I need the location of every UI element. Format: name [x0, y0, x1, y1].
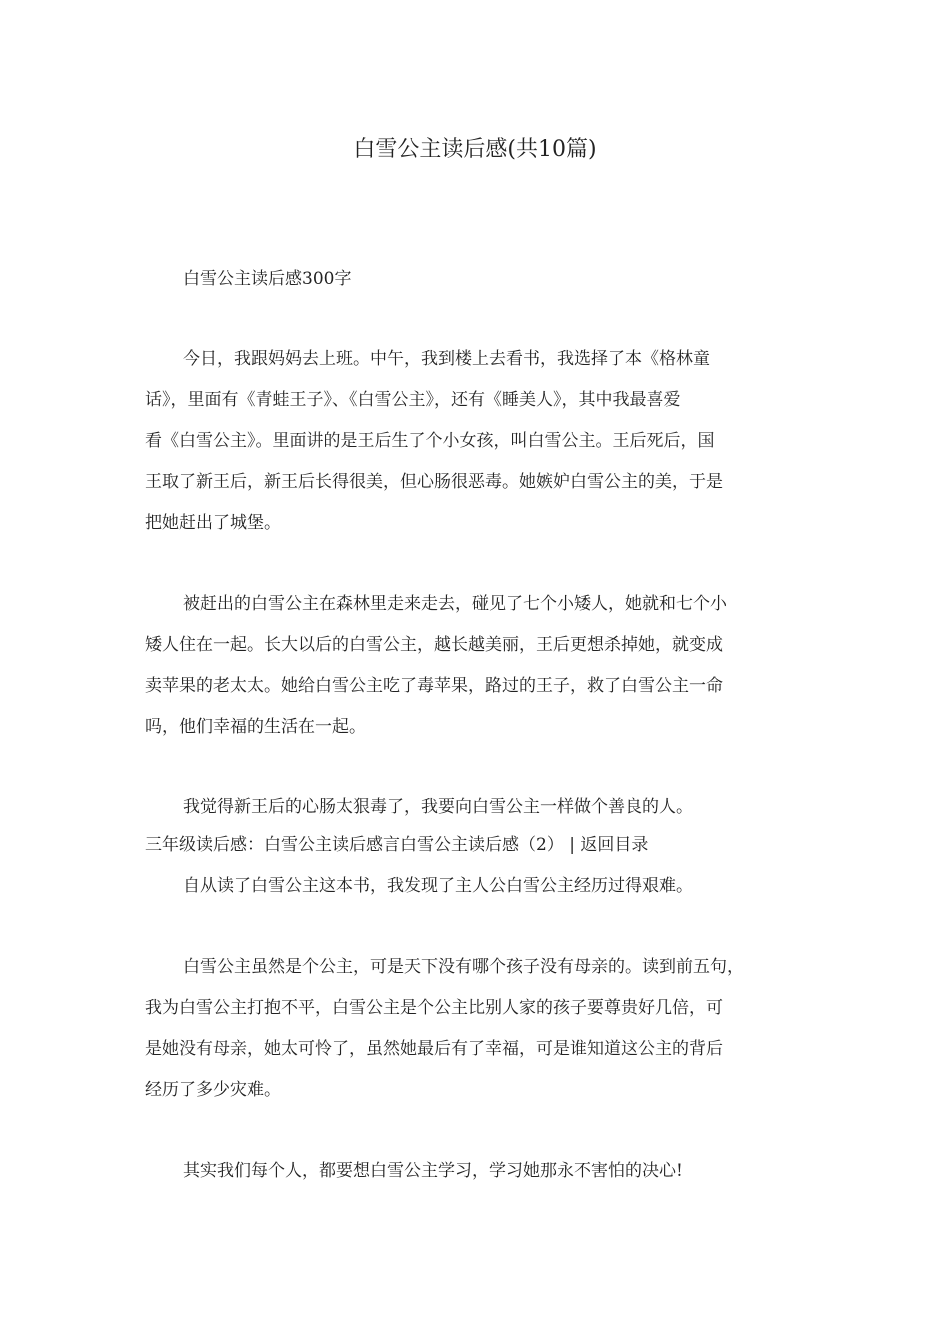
paragraph-line: 是她没有母亲，她太可怜了，虽然她最后有了幸福，可是谁知道这公主的背后 [145, 1039, 723, 1059]
paragraph-4 [145, 866, 810, 907]
section-header [145, 826, 810, 864]
paragraph-6 [145, 1151, 810, 1192]
section-subtitle [145, 259, 810, 300]
paragraph-line: 把她赶出了城堡。 [145, 513, 281, 533]
paragraph-line: 王取了新王后，新王后长得很美，但心肠很恶毒。她嫉妒白雪公主的美，于是 [145, 472, 723, 492]
paragraph-line: 自从读了白雪公主这本书，我发现了主人公白雪公主经历过得艰难。 [183, 876, 693, 896]
paragraph-line: 吗，他们幸福的生活在一起。 [145, 717, 366, 737]
paragraph-line: 我为白雪公主打抱不平，白雪公主是个公主比别人家的孩子要尊贵好几倍，可 [145, 998, 723, 1018]
paragraph-line: 其实我们每个人，都要想白雪公主学习，学习她那永不害怕的决心! [183, 1161, 683, 1181]
paragraph-line: 被赶出的白雪公主在森林里走来走去，碰见了七个小矮人，她就和七个小 [183, 594, 727, 614]
paragraph-line: 话》，里面有《青蛙王子》、《白雪公主》，还有《睡美人》，其中我最喜爱 [145, 390, 681, 410]
document-title: 白雪公主读后感(共10篇) [353, 137, 597, 162]
paragraph-3 [145, 787, 810, 828]
paragraph-line: 今日，我跟妈妈去上班。中午，我到楼上去看书，我选择了本《格林童 [183, 349, 710, 369]
paragraph-2 [145, 584, 810, 748]
paragraph-line: 白雪公主虽然是个公主，可是天下没有哪个孩子没有母亲的。读到前五句， [183, 957, 744, 977]
section-header-text: 三年级读后感：白雪公主读后感言白雪公主读后感（2） | 返回目录 [145, 835, 649, 855]
paragraph-line: 经历了多少灾难。 [145, 1080, 281, 1100]
paragraph-5 [145, 947, 810, 1111]
paragraph-line: 矮人住在一起。长大以后的白雪公主，越长越美丽，王后更想杀掉她，就变成 [145, 635, 723, 655]
paragraph-line: 我觉得新王后的心肠太狠毒了，我要向白雪公主一样做个善良的人。 [183, 797, 693, 817]
subtitle-text: 白雪公主读后感300字 [183, 269, 352, 289]
paragraph-1 [145, 339, 810, 544]
paragraph-line: 看《白雪公主》。里面讲的是王后生了个小女孩，叫白雪公主。王后死后，国 [145, 431, 715, 451]
paragraph-line: 卖苹果的老太太。她给白雪公主吃了毒苹果，路过的王子，救了白雪公主一命 [145, 676, 723, 696]
